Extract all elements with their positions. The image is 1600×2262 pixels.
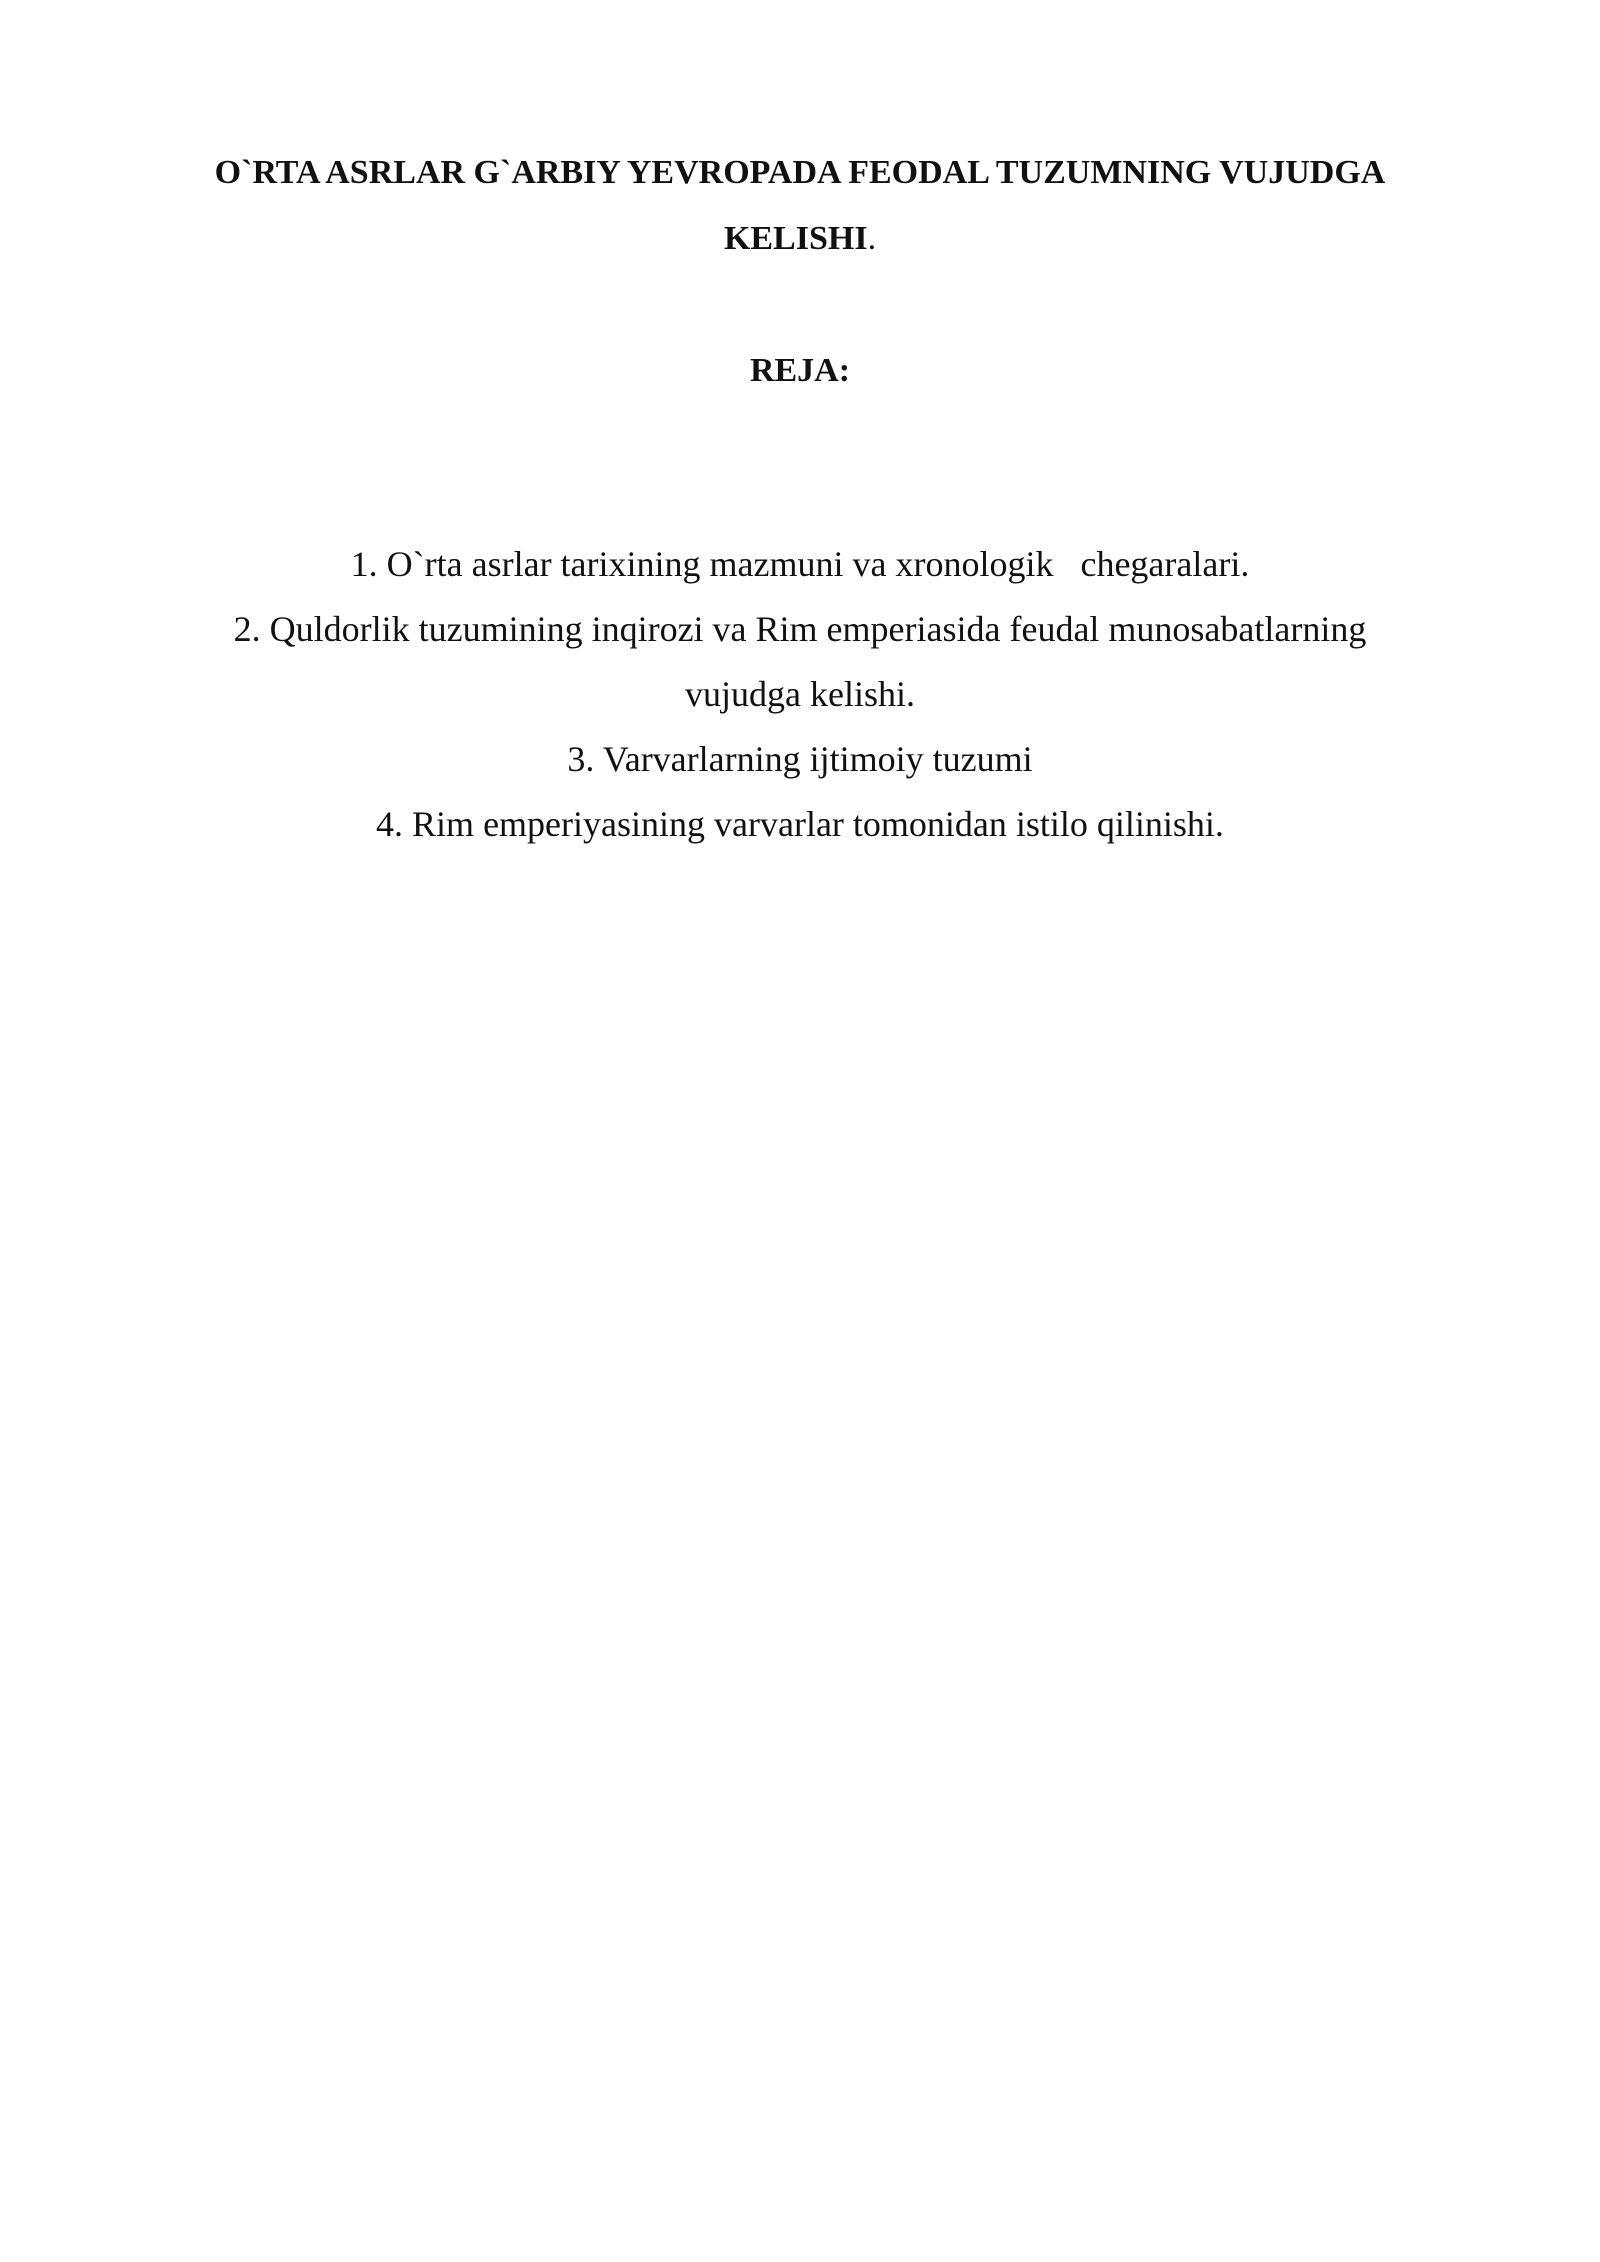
plan-list — [220, 532, 1380, 857]
plan-item-2: 2. Quldorlik tuzumining inqirozi va Rim emperiasida feudal munosabatlarning vujudga kelishi. — [233, 609, 1376, 714]
plan-heading: REJA: — [749, 352, 851, 389]
plan-item-3: 3. Varvarlarning ijtimoiy tuzumi — [567, 739, 1033, 779]
document-title — [200, 140, 1400, 272]
plan-item-1: 1. O`rta asrlar tarixining mazmuni va xronologik chegaralari. — [350, 544, 1250, 584]
title-period: . — [867, 220, 877, 257]
title-text: O`RTA ASRLAR G`ARBIY YEVROPADA FEODAL TUZUMNING VUJUDGA KELISHI — [214, 154, 1386, 257]
plan-item-4: 4. Rim emperiyasining varvarlar tomonidan istilo qilinishi. — [376, 804, 1224, 844]
